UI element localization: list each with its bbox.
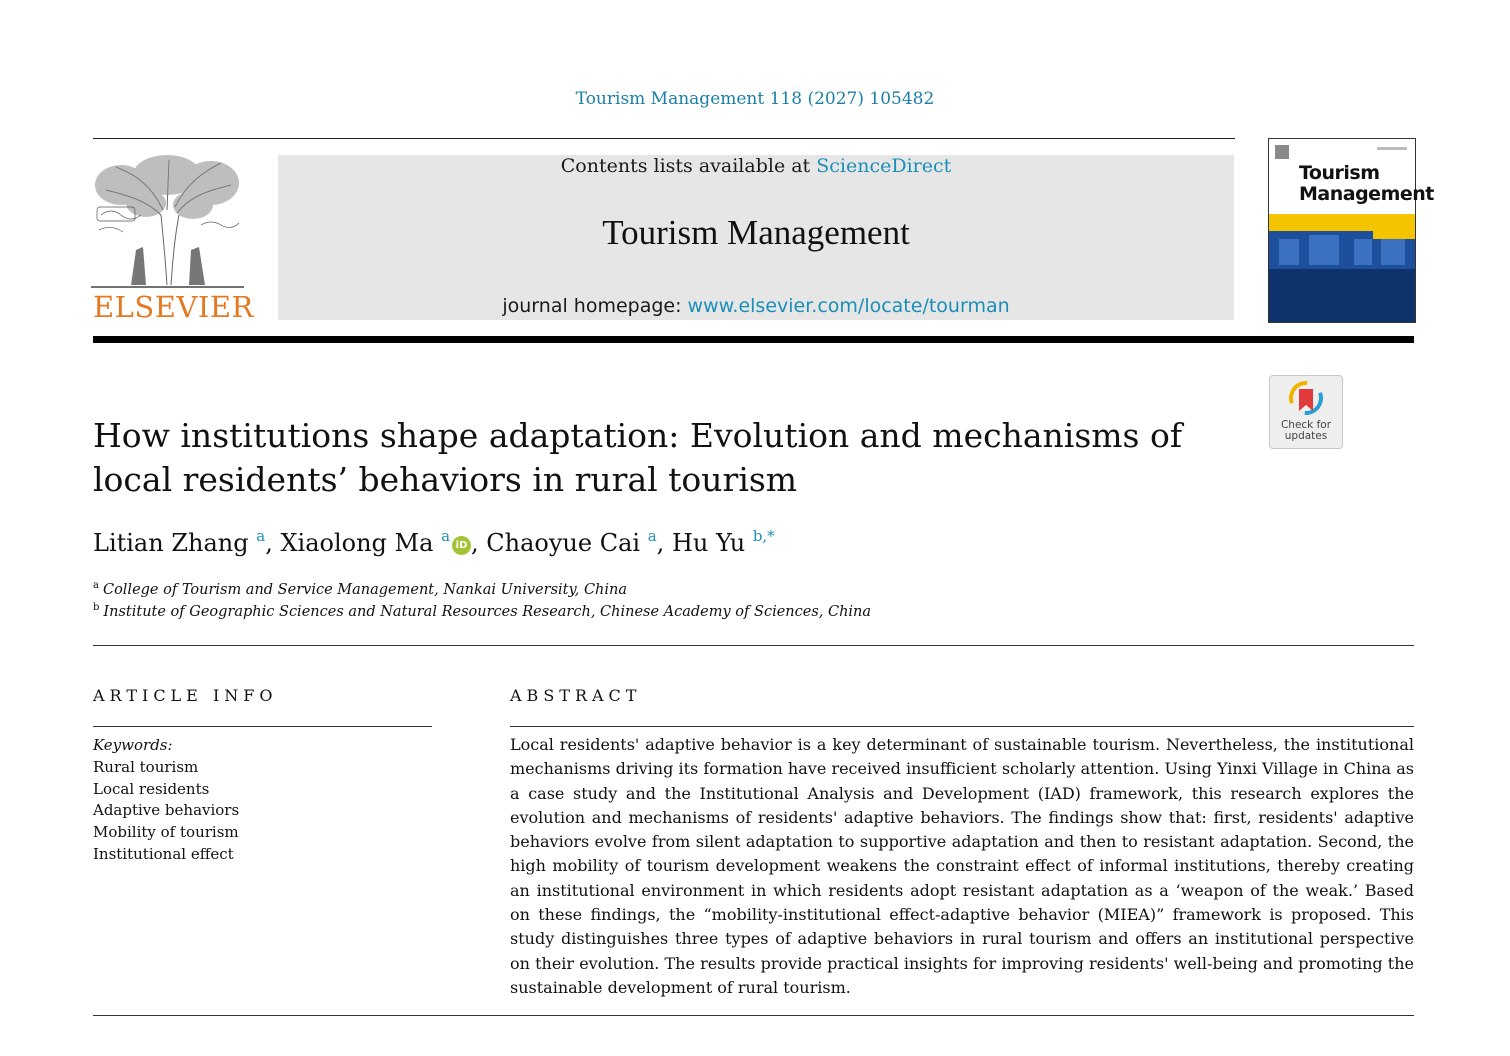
abstract-body: Local residents' adaptive behavior is a key determinant of sustainable tourism. Nevertheless, the institutional mechanisms driving its formation have received insufficient scholarly attention. Using Yinxi Village in China as a case study and the Institutional Analysis and Development (IAD) framework, this research explores the evolution and mechanisms of residents' adaptive behaviors. The findings show that: first, residents' adaptive behaviors evolve from silent adaptation to supportive adaptation and then to resistant adaptation. Second, the high mobility of tourism development weakens the constraint effect of informal institutions, thereby creating an institutional environment in which residents adopt resistant adaptation as a ‘weapon of the weak.’ Based on these findings, the “mobility-institutional effect-adaptive behavior (MIEA)” framework is proposed. This study distinguishes three types of adaptive behaviors in rural tourism and offers an institutional perspective on their evolution. The results provide practical insights for improving residents' well-being and promoting the sustainable development of rural tourism.: [510, 735, 1414, 997]
keyword-item: Adaptive behaviors: [93, 801, 240, 820]
header-thick-rule: [93, 336, 1414, 343]
elsevier-tree-icon: [91, 155, 244, 290]
affiliation-text: Institute of Geographic Sciences and Natural Resources Research, Chinese Academy of Sciences, China: [103, 604, 872, 620]
journal-title: Tourism Management: [602, 213, 910, 252]
affiliation-a: [93, 580, 627, 598]
orcid-icon[interactable]: iD: [452, 536, 471, 555]
affiliation-marker[interactable]: a: [647, 527, 657, 545]
author-name[interactable]: Chaoyue Cai: [486, 529, 641, 557]
cover-title: [1299, 163, 1434, 205]
contents-prefix: Contents lists available at: [560, 155, 817, 177]
author-name[interactable]: Hu Yu: [671, 529, 746, 557]
sciencedirect-link[interactable]: ScienceDirect: [816, 155, 952, 177]
keyword-item: Rural tourism: [93, 757, 199, 776]
author-name[interactable]: Litian Zhang: [93, 529, 249, 557]
keyword-item: Institutional effect: [93, 844, 234, 863]
affiliation-text: College of Tourism and Service Management, Nankai University, China: [102, 582, 628, 598]
keywords-block: [93, 735, 239, 866]
article-info-rule: [93, 726, 432, 727]
affiliation-marker[interactable]: a: [256, 527, 266, 545]
homepage-prefix: journal homepage:: [502, 295, 688, 317]
affiliation-b: [93, 602, 871, 620]
affiliation-marker[interactable]: a: [441, 527, 451, 545]
homepage-link[interactable]: www.elsevier.com/locate/tourman: [687, 295, 1010, 317]
cover-title-line2: Management: [1299, 183, 1434, 205]
keyword-item: Mobility of tourism: [93, 823, 239, 842]
check-label-line1: Check for: [1280, 419, 1332, 431]
affiliation-mark: a: [93, 580, 99, 591]
section-divider: [93, 645, 1414, 646]
affiliation-marker[interactable]: b,*: [752, 527, 775, 545]
check-for-updates-label: [1270, 420, 1342, 442]
top-rule: [93, 138, 1235, 139]
check-label-line2: updates: [1284, 430, 1328, 442]
cover-title-line1: Tourism: [1299, 162, 1380, 184]
journal-masthead: [278, 155, 1234, 320]
author-list: Litian Zhang $^a$, Xiaolong Ma $^a$iD , Chaoyue Cai $^a$, Hu Yu $^{b,*}$: [93, 527, 775, 557]
article-info-heading: ARTICLE INFO: [93, 686, 278, 705]
abstract-heading: ABSTRACT: [510, 686, 642, 705]
author-name[interactable]: Xiaolong Ma: [280, 529, 434, 557]
bookmark-icon: [1289, 381, 1323, 419]
abstract-rule: [510, 726, 1414, 727]
bottom-rule: [93, 1015, 1414, 1016]
article-title: How institutions shape adaptation: Evolution and mechanisms of local residents’ behaviors in rural tourism: [93, 416, 1183, 499]
check-for-updates-button[interactable]: [1269, 375, 1343, 449]
keyword-item: Local residents: [93, 779, 210, 798]
homepage-line: [278, 295, 1234, 317]
journal-citation[interactable]: Tourism Management 118 (2027) 105482: [575, 89, 935, 109]
elsevier-wordmark: ELSEVIER: [93, 290, 254, 324]
keywords-label: Keywords:: [93, 736, 173, 754]
journal-cover[interactable]: [1268, 138, 1434, 323]
affiliation-mark: b: [93, 602, 100, 613]
contents-line: [278, 155, 1234, 177]
